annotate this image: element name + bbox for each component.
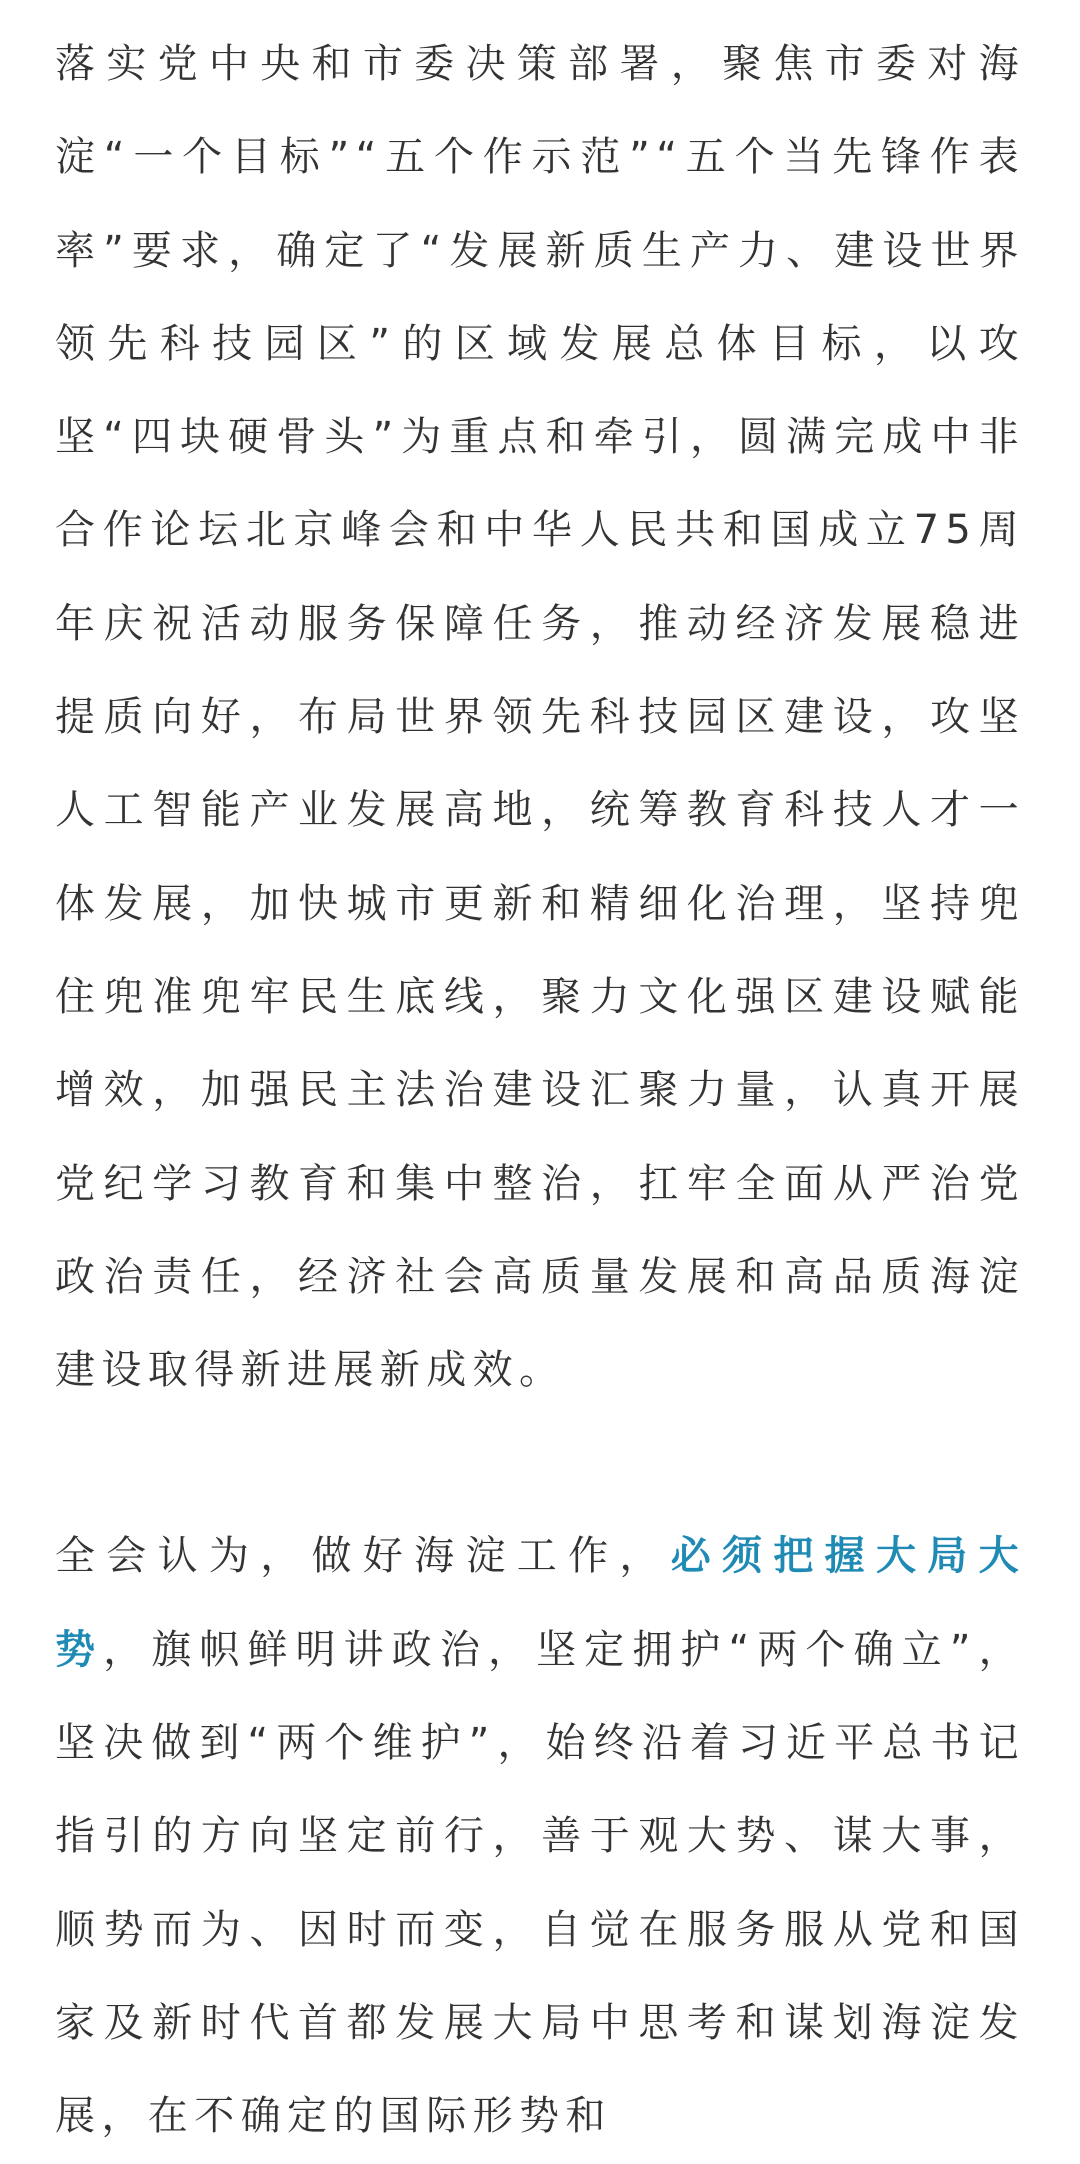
paragraph-2-body-text: ，旗帜鲜明讲政治，坚定拥护“两个确立”，坚决做到“两个维护”，始终沿着习近平总书记指引的方向坚定前行，善于观大势、谋大事，顺势而为、因时而变，自觉在服务服从党和国家及新时代首都发展大局中思考和谋划海淀发展，在不确定的国际形势和: [55, 1626, 1025, 2140]
paragraph-2-lead-text: 全会认为，做好海淀工作，: [55, 1533, 671, 1580]
article-paragraph-1: 落实党中央和市委决策部署，聚焦市委对海淀“一个目标”“五个作示范”“五个当先锋作表率”要求，确定了“发展新质生产力、建设世界领先科技园区”的区域发展总体目标，以攻坚“四块硬骨头”为重点和牵引，圆满完成中非合作论坛北京峰会和中华人民共和国成立75周年庆祝活动服务保障任务，推动经济发展稳进提质向好，布局世界领先科技园区建设，攻坚人工智能产业发展高地，统筹教育科技人才一体发展，加快城市更新和精细化治理，坚持兜住兜准兜牢民生底线，聚力文化强区建设赋能增效，加强民主法治建设汇聚力量，认真开展党纪学习教育和集中整治，扛牢全面从严治党政治责任，经济社会高质量发展和高品质海淀建设取得新进展新成效。: [55, 41, 1025, 1394]
article-body: [55, 0, 1025, 2164]
highlighted-key-phrase: 必须把握大局大势: [55, 1533, 1025, 1673]
article-paragraph-2: [55, 1510, 1025, 2163]
